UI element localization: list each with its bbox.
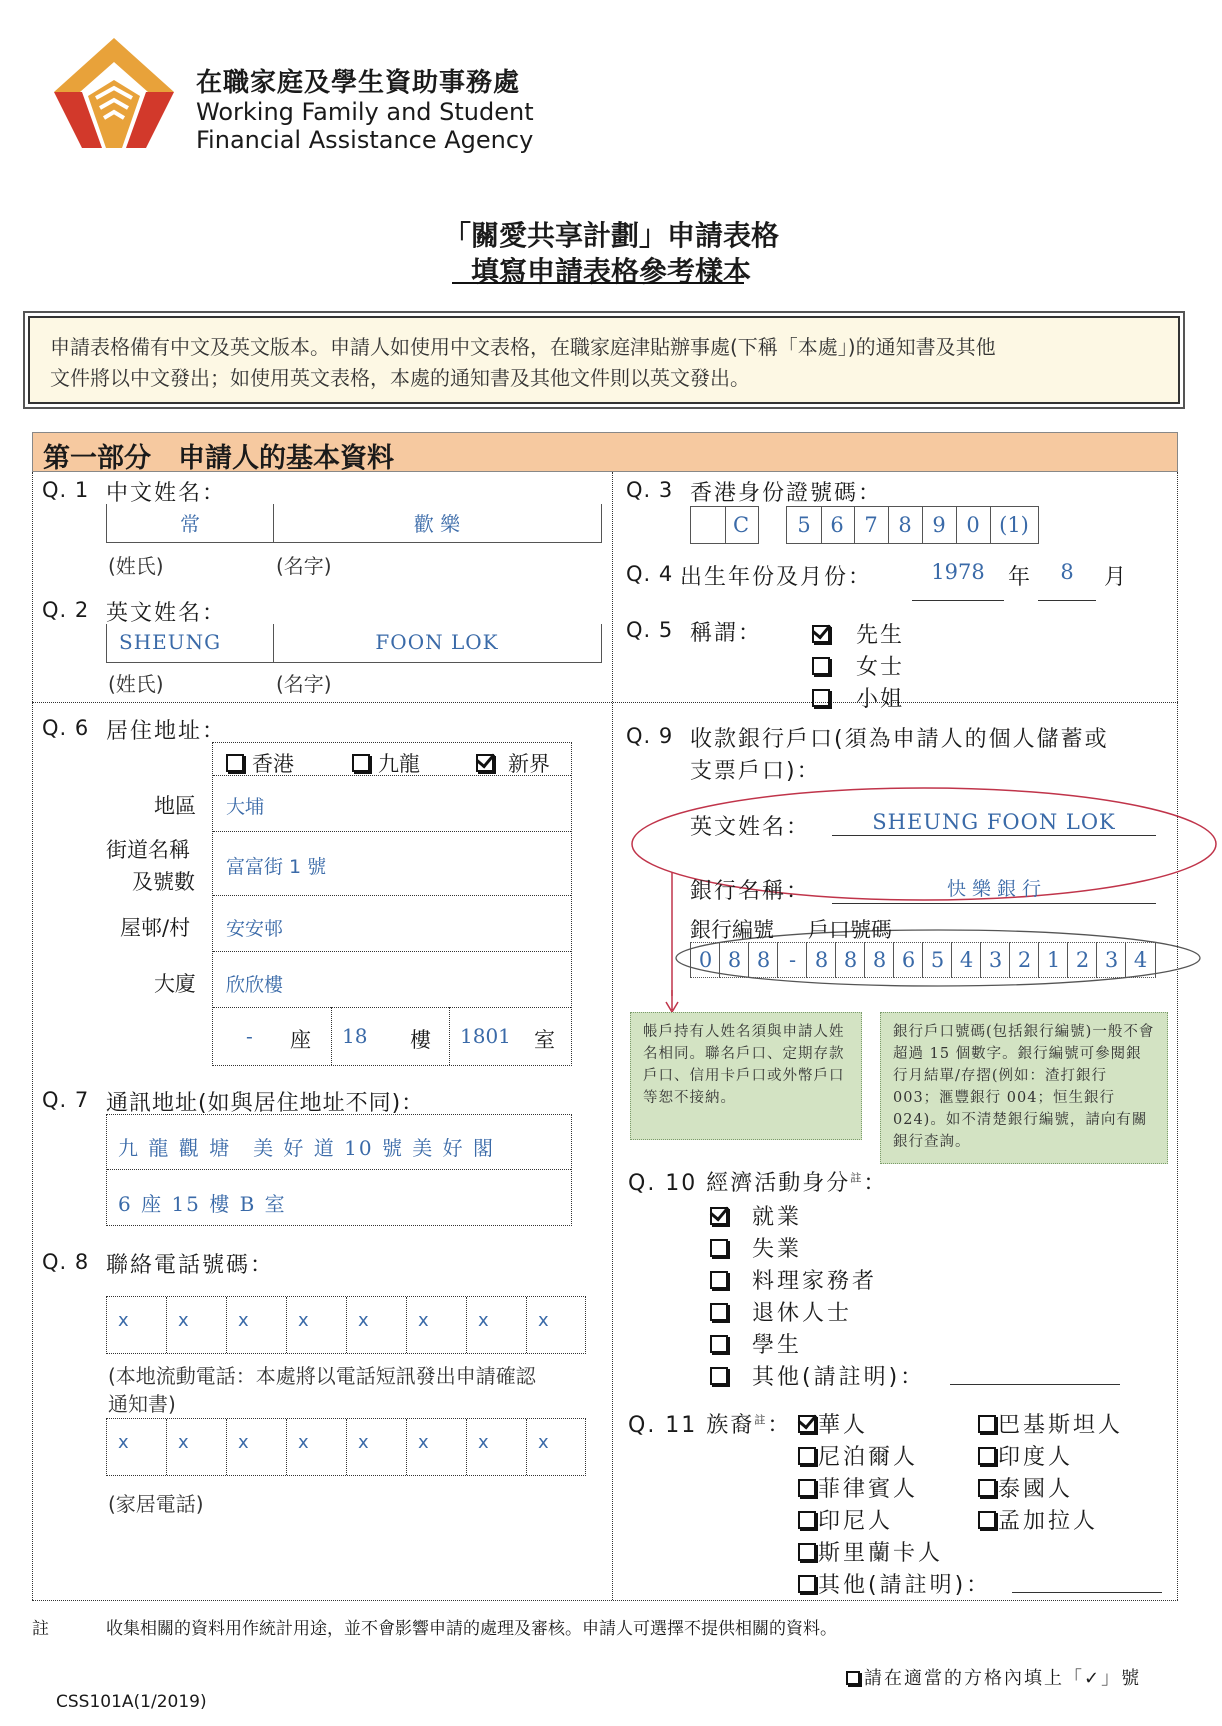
account-digit: 1 <box>1038 942 1068 978</box>
q11-option-label: 華人 <box>818 1413 869 1438</box>
grid-line <box>526 1297 527 1353</box>
id-check-digit-box: (1) <box>990 506 1039 544</box>
frame-bottom <box>32 1600 1178 1601</box>
grid-line <box>526 1419 527 1475</box>
q6-floor[interactable]: 18 <box>342 1024 368 1048</box>
q2-surname-label: (姓氏) <box>108 672 164 696</box>
arrow-down-icon <box>664 990 680 1014</box>
notice-line-1: 申請表格備有中文及英文版本。申請人如使用中文表格，在職家庭津貼辦事處(下稱「本處」)的通知書及其他 <box>50 335 996 359</box>
mobile-digit: x <box>478 1310 489 1331</box>
q9-number: Q. 9 <box>626 724 674 748</box>
id-char-box: 6 <box>820 506 855 544</box>
checkbox-icon <box>352 754 370 772</box>
grid-line <box>466 1297 467 1353</box>
q6-district[interactable]: 大埔 <box>226 796 265 818</box>
frame-row-divider <box>32 702 1178 703</box>
grid-line <box>449 1007 450 1065</box>
q2-number: Q. 2 <box>42 598 90 622</box>
q11-option-label: 印度人 <box>998 1445 1074 1470</box>
q8-mobile-note-1: (本地流動電話：本處將以電話短訊發出申請確認 <box>108 1364 536 1388</box>
q6-block[interactable]: - <box>246 1024 253 1048</box>
agency-name-zh: 在職家庭及學生資助事務處 <box>196 68 521 98</box>
grid-line <box>286 1419 287 1475</box>
footnote-text: 收集相關的資料用作統計用途，並不會影響申請的處理及審核。申請人可選擇不提供相關的資料。 <box>106 1619 837 1639</box>
grid-line <box>286 1297 287 1353</box>
account-separator: - <box>777 942 807 978</box>
q11-other-field[interactable] <box>1012 1592 1162 1593</box>
q1-given: 歡 樂 <box>413 512 461 536</box>
checkbox-checked-icon <box>476 754 494 772</box>
grid-line <box>346 1297 347 1353</box>
grid-line <box>406 1419 407 1475</box>
q11-option-filipino[interactable] <box>798 1472 918 1503</box>
q6-region-label: 九龍 <box>378 752 420 776</box>
checkbox-icon <box>978 1511 996 1529</box>
frame-middle <box>612 472 613 1600</box>
q11-option-label: 尼泊爾人 <box>818 1445 919 1470</box>
q4-month[interactable]: 8 <box>1038 560 1096 601</box>
q10-option-label: 失業 <box>752 1237 803 1262</box>
q8-mobile-note-2: 通知書) <box>108 1392 176 1416</box>
q1-surname-label: (姓氏) <box>108 554 164 578</box>
checkbox-icon <box>798 1447 816 1465</box>
grid-line <box>166 1297 167 1353</box>
q6-building-label: 大廈 <box>154 972 196 996</box>
id-char-box: C <box>724 506 759 544</box>
q6-region-kln[interactable] <box>352 748 420 778</box>
mobile-digit: x <box>118 1310 129 1331</box>
q6-floor-unit: 樓 <box>410 1028 431 1052</box>
form-code: CSS101A(1/2019) <box>56 1692 207 1712</box>
q3-label: 香港身份證號碼： <box>690 481 883 506</box>
mobile-digit: x <box>178 1310 189 1331</box>
q6-region-label: 新界 <box>508 752 550 776</box>
q2-field[interactable] <box>106 624 602 663</box>
q10-option-label: 退休人士 <box>752 1301 853 1326</box>
home-digit: x <box>238 1432 249 1453</box>
q3-id-boxes[interactable] <box>690 506 1050 544</box>
frame-right <box>1177 472 1178 1600</box>
q6-street-label-1: 街道名稱 <box>106 838 190 862</box>
q5-option-label: 女士 <box>856 655 905 680</box>
grid-line <box>226 1297 227 1353</box>
checkbox-icon <box>978 1415 996 1433</box>
q11-option-label: 孟加拉人 <box>998 1509 1099 1534</box>
q2-given-label: (名字) <box>276 672 332 696</box>
checkbox-icon <box>798 1543 816 1561</box>
footnote-mark: 註 <box>32 1619 49 1639</box>
grid-line <box>331 1007 332 1065</box>
q11-option-label: 巴基斯坦人 <box>998 1413 1124 1438</box>
checkbox-icon <box>710 1367 728 1385</box>
q6-region-label: 香港 <box>252 752 294 776</box>
q5-option-miss[interactable] <box>812 682 904 713</box>
q7-line-2: 6 座 15 樓 B 室 <box>118 1192 287 1216</box>
notice-box <box>28 316 1180 404</box>
checkbox-icon <box>812 657 830 675</box>
checkbox-icon <box>710 1239 728 1257</box>
q8-home-note: (家居電話) <box>108 1492 204 1516</box>
checkbox-icon <box>710 1271 728 1289</box>
q11-heading <box>628 1408 791 1439</box>
checkbox-icon <box>710 1335 728 1353</box>
q8-label: 聯絡電話號碼： <box>106 1253 275 1278</box>
q5-number: Q. 5 <box>626 618 674 642</box>
q6-region-hk[interactable] <box>226 748 294 778</box>
notice-line-2: 文件將以中文發出；如使用英文表格，本處的通知書及其他文件則以英文發出。 <box>50 366 750 390</box>
q11-option-label: 泰國人 <box>998 1477 1074 1502</box>
home-digit: x <box>418 1432 429 1453</box>
q6-street[interactable]: 富富街 1 號 <box>226 856 327 878</box>
q11-option-other[interactable] <box>798 1568 991 1599</box>
q10-option-other[interactable] <box>710 1360 925 1391</box>
home-digit: x <box>538 1432 549 1453</box>
home-digit: x <box>478 1432 489 1453</box>
q2-surname: SHEUNG <box>119 630 222 654</box>
q11-option-chinese[interactable] <box>798 1408 868 1439</box>
q11-option-label: 菲律賓人 <box>818 1477 919 1502</box>
checkbox-instruction-text: 請在適當的方格內填上「✓」號 <box>864 1668 1142 1689</box>
checkbox-icon <box>226 754 244 772</box>
mobile-digit: x <box>238 1310 249 1331</box>
checkbox-icon <box>798 1511 816 1529</box>
q7-label: 通訊地址(如與居住地址不同)： <box>106 1091 425 1116</box>
account-digit: 4 <box>951 942 981 978</box>
q5-option-mrs[interactable] <box>812 650 904 681</box>
q9-account-boxes[interactable] <box>690 942 1158 978</box>
grid-line <box>213 951 571 952</box>
id-char-box: 0 <box>956 506 991 544</box>
q6-flat[interactable]: 1801 <box>460 1024 511 1048</box>
q1-field[interactable] <box>106 504 602 543</box>
q11-option-pakistani[interactable] <box>978 1408 1123 1439</box>
checkbox-icon <box>812 689 830 707</box>
q6-number: Q. 6 <box>42 716 90 740</box>
checkbox-checked-icon <box>798 1415 816 1433</box>
q5-option-mr[interactable] <box>812 618 904 649</box>
q6-building[interactable]: 欣欣樓 <box>226 974 284 996</box>
checkbox-icon <box>798 1575 816 1593</box>
q4-number: Q. 4 <box>626 562 674 586</box>
q9-bank-label: 銀行名稱： <box>690 879 811 904</box>
q9-bank[interactable]: 快 樂 銀 行 <box>832 874 1156 904</box>
q11-option-nepalese[interactable] <box>798 1440 918 1471</box>
id-char-box: 8 <box>888 506 923 544</box>
q10-option-label: 就業 <box>752 1205 803 1230</box>
checkbox-icon <box>978 1447 996 1465</box>
checkbox-icon <box>710 1303 728 1321</box>
grid-line <box>213 895 571 896</box>
q4-year-unit: 年 <box>1008 565 1033 590</box>
q11-option-label: 斯里蘭卡人 <box>818 1541 944 1566</box>
q6-street-label-2: 及號數 <box>132 870 195 894</box>
home-digit: x <box>118 1432 129 1453</box>
checkbox-checked-icon <box>710 1207 728 1225</box>
q10-option-label: 學生 <box>752 1333 803 1358</box>
q9-label-1: 收款銀行戶口(須為申請人的個人儲蓄或 <box>690 727 1109 752</box>
grid-line <box>346 1419 347 1475</box>
mobile-digit: x <box>538 1310 549 1331</box>
subtitle-underline <box>452 282 744 284</box>
agency-name-en-1: Working Family and Student <box>196 98 534 126</box>
q10-colon: ： <box>863 1171 888 1196</box>
account-digit: 4 <box>1125 942 1156 978</box>
frame-left <box>32 472 33 1600</box>
q11-option-indonesian[interactable] <box>798 1504 893 1535</box>
q7-line-1: 九 龍 觀 塘 美 好 道 10 號 美 好 閣 <box>118 1136 496 1160</box>
agency-logo <box>52 36 176 152</box>
q10-footnote-mark: 註 <box>850 1171 864 1185</box>
q11-number: Q. 11 <box>628 1413 698 1438</box>
q1-given-label: (名字) <box>276 554 332 578</box>
agency-name-en-2: Financial Assistance Agency <box>196 126 534 154</box>
q11-label: 族裔 <box>706 1413 755 1438</box>
q11-option-indian[interactable] <box>978 1440 1073 1471</box>
form-subtitle: 填寫申請表格參考樣本 <box>470 255 751 288</box>
checkbox-instruction <box>846 1664 1141 1690</box>
bank-code-digit: 8 <box>748 942 778 978</box>
q11-option-label: 其他(請註明)： <box>818 1573 992 1598</box>
grid-line <box>166 1419 167 1475</box>
q6-region-nt[interactable] <box>476 748 550 778</box>
account-digit: 8 <box>806 942 836 978</box>
q9-name-label: 英文姓名： <box>690 815 811 840</box>
q4-label: 出生年份及月份： <box>680 565 873 590</box>
account-digit: 2 <box>1009 942 1039 978</box>
id-char-box: 9 <box>922 506 957 544</box>
account-digit: 5 <box>922 942 952 978</box>
q11-colon: ： <box>767 1413 792 1438</box>
q11-option-srilankan[interactable] <box>798 1536 943 1567</box>
q10-number: Q. 10 <box>628 1171 698 1196</box>
bank-code-digit: 0 <box>690 942 720 978</box>
checkbox-icon <box>798 1479 816 1497</box>
q4-month-unit: 月 <box>1104 565 1129 590</box>
q2-label: 英文姓名： <box>106 601 227 626</box>
bank-code-digit: 8 <box>719 942 749 978</box>
checkbox-icon <box>846 1671 860 1685</box>
q4-year[interactable]: 1978 <box>912 560 1004 601</box>
account-digit: 8 <box>835 942 865 978</box>
home-digit: x <box>298 1432 309 1453</box>
section-title: 第一部分 申請人的基本資料 <box>43 443 394 474</box>
q10-option-label: 其他(請註明)： <box>752 1365 926 1390</box>
q10-option-unemployed[interactable] <box>710 1232 802 1263</box>
grid-line <box>406 1297 407 1353</box>
q1-number: Q. 1 <box>42 478 90 502</box>
q9-code-label: 銀行編號 <box>690 918 774 942</box>
id-char-box: 5 <box>786 506 822 544</box>
q11-option-bangladeshi[interactable] <box>978 1504 1098 1535</box>
q10-option-employed[interactable] <box>710 1200 802 1231</box>
account-digit: 3 <box>980 942 1010 978</box>
grid-line <box>226 1419 227 1475</box>
mobile-digit: x <box>298 1310 309 1331</box>
q6-estate-label: 屋邨/村 <box>120 916 191 940</box>
account-digit: 2 <box>1067 942 1097 978</box>
account-digit: 6 <box>893 942 923 978</box>
q9-acct-label: 戶口號碼 <box>808 918 892 942</box>
q9-name-note: 帳戶持有人姓名須與申請人姓名相同。聯名戶口、定期存款戶口、信用卡戶口或外幣戶口等恕不接納。 <box>630 1012 862 1140</box>
grid-line <box>107 1169 571 1170</box>
q11-option-label: 印尼人 <box>818 1509 894 1534</box>
q6-block-unit: 座 <box>290 1028 311 1052</box>
checkbox-icon <box>978 1479 996 1497</box>
id-char-box: 7 <box>854 506 889 544</box>
q2-given: FOON LOK <box>375 630 499 654</box>
q9-name[interactable]: SHEUNG FOON LOK <box>832 810 1156 836</box>
q10-option-label: 料理家務者 <box>752 1269 878 1294</box>
q10-option-homemaker[interactable] <box>710 1264 877 1295</box>
q6-district-label: 地區 <box>154 794 196 818</box>
home-digit: x <box>358 1432 369 1453</box>
q1-label: 中文姓名： <box>106 481 227 506</box>
q10-label: 經濟活動身分 <box>706 1171 851 1196</box>
q10-option-retired[interactable] <box>710 1296 852 1327</box>
id-char-box <box>690 506 726 544</box>
grid-line <box>213 1007 571 1008</box>
q1-surname: 常 <box>180 512 200 536</box>
q9-label-2: 支票戶口)： <box>690 759 821 784</box>
grid-line <box>213 831 571 832</box>
q11-footnote-mark: 註 <box>754 1413 768 1427</box>
q6-address-grid <box>212 742 572 1066</box>
q10-option-student[interactable] <box>710 1328 802 1359</box>
account-digit: 8 <box>864 942 894 978</box>
q6-label: 居住地址： <box>106 719 227 744</box>
q9-account-note: 銀行戶口號碼(包括銀行編號)一般不會超過 15 個數字。銀行編號可參閱銀行月結單/存摺(例如：渣打銀行 003；滙豐銀行 004；恒生銀行 024)。如不清楚銀行編號，請向有關銀行查詢。 <box>880 1012 1168 1164</box>
checkbox-checked-icon <box>812 625 830 643</box>
q5-option-label: 小姐 <box>856 687 905 712</box>
mobile-digit: x <box>358 1310 369 1331</box>
section-header <box>32 432 1178 472</box>
form-title: 「關愛共享計劃」申請表格 <box>442 219 779 252</box>
grid-line <box>466 1419 467 1475</box>
q5-label: 稱謂： <box>690 621 763 646</box>
q3-number: Q. 3 <box>626 478 674 502</box>
q11-option-thai[interactable] <box>978 1472 1073 1503</box>
home-digit: x <box>178 1432 189 1453</box>
q6-flat-unit: 室 <box>534 1028 555 1052</box>
q8-number: Q. 8 <box>42 1250 90 1274</box>
mobile-digit: x <box>418 1310 429 1331</box>
q6-estate[interactable]: 安安邨 <box>226 918 284 940</box>
q10-heading <box>628 1166 887 1197</box>
q5-option-label: 先生 <box>856 623 905 648</box>
account-digit: 3 <box>1096 942 1126 978</box>
q10-other-field[interactable] <box>950 1384 1120 1385</box>
q7-number: Q. 7 <box>42 1088 90 1112</box>
